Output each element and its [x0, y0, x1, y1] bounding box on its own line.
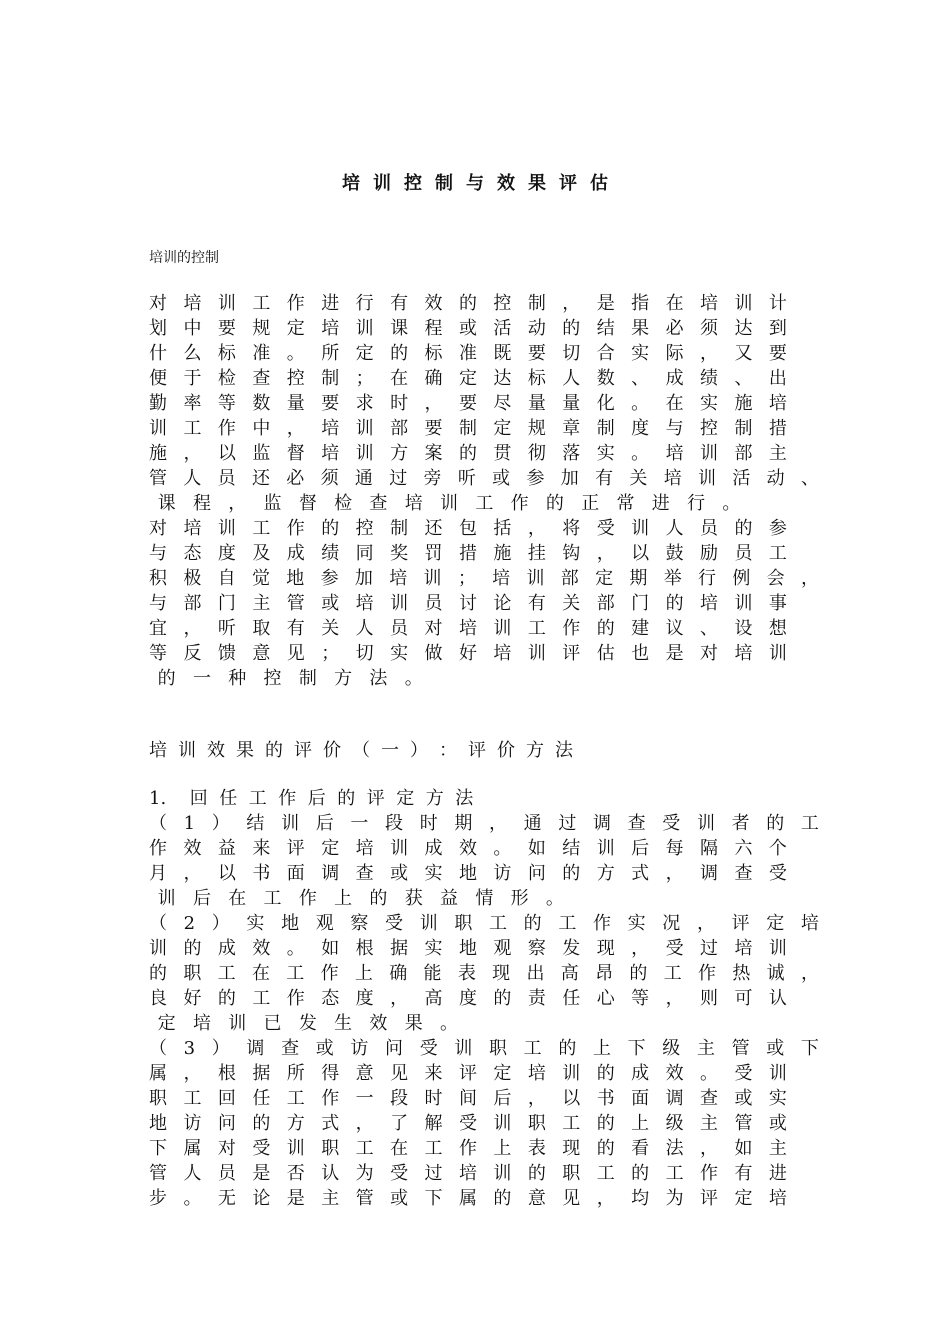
text-line: 施 ， 以 监 督 培 训 方 案 的 贯 彻 落 实 。 培 训 部 主 — [149, 443, 787, 464]
text-line: 属 ， 根 据 所 得 意 见 来 评 定 培 训 的 成 效 。 受 训 — [149, 1063, 787, 1084]
text-line: 训 后 在 工 作 上 的 获 益 情 形 。 — [157, 888, 564, 909]
text-line: 课 程 ， 监 督 检 查 培 训 工 作 的 正 常 进 行 。 — [157, 493, 741, 514]
text-line: 勤 率 等 数 量 要 求 时 ， 要 尽 量 量 化 。 在 实 施 培 — [149, 393, 787, 414]
text-line: 积 极 自 觉 地 参 加 培 训 ； 培 训 部 定 期 举 行 例 会 ， — [149, 568, 819, 589]
document-title: 培训控制与效果评估 — [342, 173, 621, 194]
text-line: （ 2 ） 实 地 观 察 受 训 职 工 的 工 作 实 况 ， 评 定 培 — [149, 913, 819, 934]
text-line: 与 部 门 主 管 或 培 训 员 讨 论 有 关 部 门 的 培 训 事 — [149, 593, 787, 614]
text-line: 的 一 种 控 制 方 法 。 — [157, 668, 423, 689]
text-line: 的 职 工 在 工 作 上 确 能 表 现 出 高 昂 的 工 作 热 诚 ， — [149, 963, 819, 984]
section-label-training-control: 培训的控制 — [149, 250, 219, 266]
section-heading-evaluation-methods: 培 训 效 果 的 评 价 （ 一 ） ： 评 价 方 法 — [149, 740, 573, 761]
text-line: 定 培 训 已 发 生 效 果 。 — [157, 1013, 459, 1034]
text-line: 什 么 标 准 。 所 定 的 标 准 既 要 切 合 实 际 ， 又 要 — [149, 343, 787, 364]
text-line: 作 效 益 来 评 定 培 训 成 效 。 如 结 训 后 每 隔 六 个 — [149, 838, 787, 859]
text-line: （ 3 ） 调 查 或 访 问 受 训 职 工 的 上 下 级 主 管 或 下 — [149, 1038, 819, 1059]
text-line: 步 。 无 论 是 主 管 或 下 属 的 意 见 ， 均 为 评 定 培 — [149, 1188, 787, 1209]
text-line: 下 属 对 受 训 职 工 在 工 作 上 表 现 的 看 法 ， 如 主 — [149, 1138, 787, 1159]
text-line: （ 1 ） 结 训 后 一 段 时 期 ， 通 过 调 查 受 训 者 的 工 — [149, 813, 819, 834]
text-line: 对 培 训 工 作 进 行 有 效 的 控 制 ， 是 指 在 培 训 计 — [149, 293, 787, 314]
paragraph-training-control — [149, 291, 819, 691]
text-line: 管 人 员 是 否 认 为 受 过 培 训 的 职 工 的 工 作 有 进 — [149, 1163, 787, 1184]
text-line: 与 态 度 及 成 绩 同 奖 罚 措 施 挂 钩 ， 以 鼓 励 员 工 — [149, 543, 787, 564]
text-line: 对 培 训 工 作 的 控 制 还 包 括 ， 将 受 训 人 员 的 参 — [149, 518, 787, 539]
text-line: 管 人 员 还 必 须 通 过 旁 听 或 参 加 有 关 培 训 活 动 、 — [149, 468, 819, 489]
paragraph-evaluation-methods — [149, 786, 819, 1211]
text-line: 便 于 检 查 控 制 ； 在 确 定 达 标 人 数 、 成 绩 、 出 — [149, 368, 787, 389]
text-line: 划 中 要 规 定 培 训 课 程 或 活 动 的 结 果 必 须 达 到 — [149, 318, 787, 339]
text-line: 训 工 作 中 ， 培 训 部 要 制 定 规 章 制 度 与 控 制 措 — [149, 418, 787, 439]
text-line: 良 好 的 工 作 态 度 ， 高 度 的 责 任 心 等 ， 则 可 认 — [149, 988, 787, 1009]
text-line: 月 ， 以 书 面 调 查 或 实 地 访 问 的 方 式 ， 调 查 受 — [149, 863, 787, 884]
text-line: 训 的 成 效 。 如 根 据 实 地 观 察 发 现 ， 受 过 培 训 — [149, 938, 787, 959]
text-line: 宜 ， 听 取 有 关 人 员 对 培 训 工 作 的 建 议 、 设 想 — [149, 618, 787, 639]
text-line: 地 访 问 的 方 式 ， 了 解 受 训 职 工 的 上 级 主 管 或 — [149, 1113, 787, 1134]
text-line: 职 工 回 任 工 作 一 段 时 间 后 ， 以 书 面 调 查 或 实 — [149, 1088, 787, 1109]
text-line: 等 反 馈 意 见 ； 切 实 做 好 培 训 评 估 也 是 对 培 训 — [149, 643, 787, 664]
text-line: 1. 回 任 工 作 后 的 评 定 方 法 — [149, 788, 474, 809]
